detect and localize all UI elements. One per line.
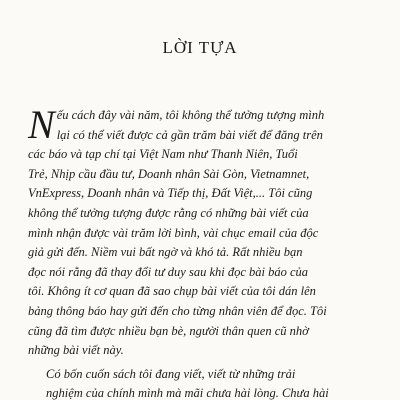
text-line: cũng đã tìm được nhiều bạn bè, người thân quen cũ nhờ bbox=[28, 323, 309, 338]
text-line: Có bốn cuốn sách tôi đang viết, viết từ những trải bbox=[46, 366, 296, 381]
text-line: ếu cách đây vài năm, tôi không thể tưởng tượng mình bbox=[56, 108, 325, 122]
text-line: Trẻ, Nhịp cầu đầu tư, Doanh nhân Sài Gòn, Vietnamnet, bbox=[28, 166, 310, 181]
text-line: không thể tưởng tượng được rằng có những bài viết của bbox=[28, 205, 309, 220]
text-line: các báo và tạp chí tại Việt Nam như Thanh Niên, Tuổi bbox=[28, 147, 298, 162]
text-line: nghiệm của chính mình mà mãi chưa hài lòng. Chưa hài bbox=[46, 386, 329, 400]
text-line: mình nhận được vài trăm lời bình, vài chục email của độc bbox=[28, 225, 319, 240]
paragraph-2 bbox=[28, 365, 374, 400]
text-line: giả gửi đến. Niềm vui bất ngờ và khó tả. Rất nhiều bạn bbox=[28, 245, 303, 260]
text-line: những bài viết này. bbox=[28, 343, 124, 358]
text-line: bảng thông báo hay gửi đến cho từng nhân viên để đọc. Tôi bbox=[28, 303, 327, 318]
preface-body bbox=[28, 102, 374, 400]
paragraph-1 bbox=[28, 102, 374, 361]
page-title: LỜI TỰA bbox=[162, 38, 238, 57]
text-line: tôi. Không ít cơ quan đã sao chụp bài viết của tôi dán lên bbox=[28, 284, 316, 299]
text-line: VnExpress, Doanh nhân và Tiếp thị, Đất Việt,... Tôi cũng bbox=[28, 186, 313, 201]
text-line: đọc nói rằng đã thay đổi tư duy sau khi đọc bài báo của bbox=[28, 264, 309, 279]
drop-cap: N bbox=[28, 102, 55, 147]
text-line: lại có thể viết được cả gần trăm bài viết để đăng trên bbox=[56, 127, 323, 142]
